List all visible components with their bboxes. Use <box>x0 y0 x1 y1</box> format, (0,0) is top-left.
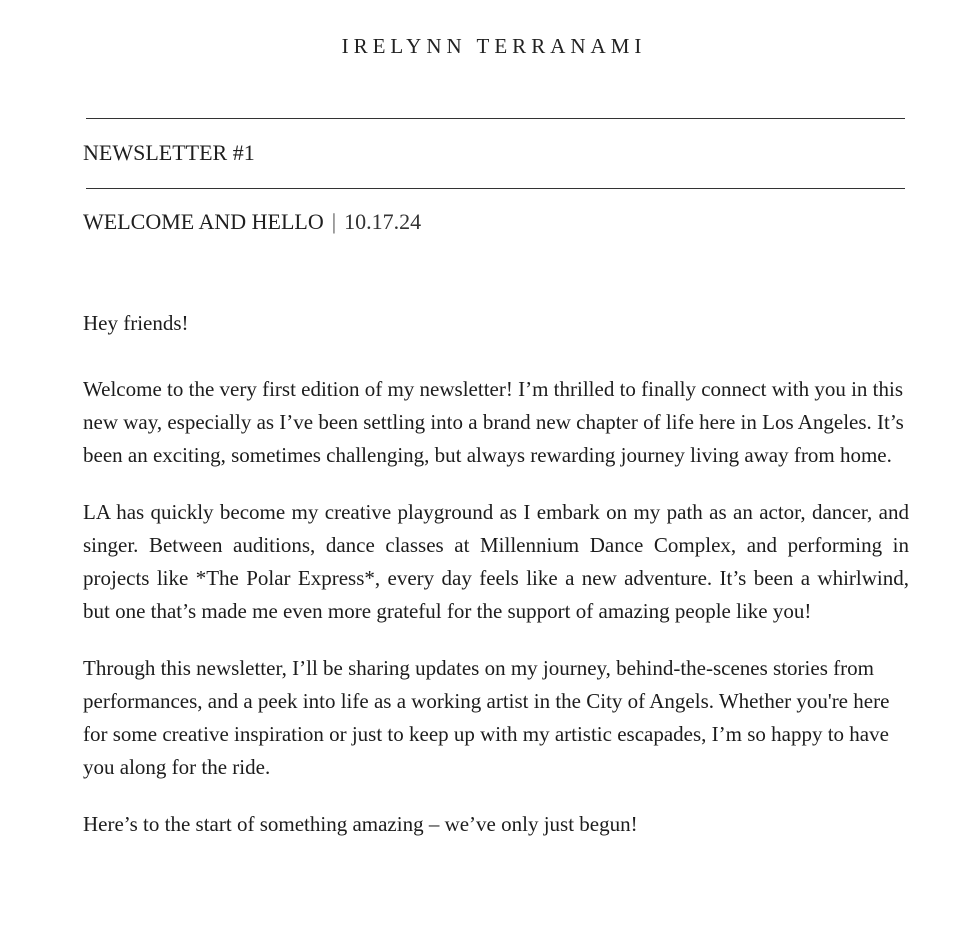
top-divider <box>86 118 905 119</box>
newsletter-label: NEWSLETTER #1 <box>83 140 255 165</box>
subheading-separator: | <box>331 209 337 234</box>
subheading-title: WELCOME AND HELLO <box>83 209 324 234</box>
newsletter-body <box>83 307 909 841</box>
newsletter-date: 10.17.24 <box>344 209 422 234</box>
greeting: Hey friends! <box>83 311 189 335</box>
newsletter-subheading <box>83 209 421 235</box>
paragraph-la: LA has quickly become my creative playground as I embark on my path as an actor, dancer, and singer. Between auditions, dance classes at Millennium Dance Complex, and performing in projects like *The Polar Express*, every day feels like a new adventure. It’s been a whirlwind, but one that’s made me even more grateful for the support of amazing people like you! <box>83 500 909 623</box>
site-title: IRELYNN TERRANAMI <box>341 34 647 58</box>
paragraph-newsletter-plans: Through this newsletter, I’ll be sharing updates on my journey, behind-the-scenes stories from performances, and a peek into life as a working artist in the City of Angels. Whether you're here for some creative inspiration or just to keep up with my artistic escapades, I’m so happy to have you along for the ride. <box>83 656 890 779</box>
bottom-divider <box>86 188 905 189</box>
paragraph-welcome: Welcome to the very first edition of my newsletter! I’m thrilled to finally connect with you in this new way, especially as I’ve been settling into a brand new chapter of life here in Los Angeles. It’s been an exciting, sometimes challenging, but always rewarding journey living away from home. <box>83 377 904 467</box>
paragraph-closing: Here’s to the start of something amazing – we’ve only just begun! <box>83 812 638 836</box>
